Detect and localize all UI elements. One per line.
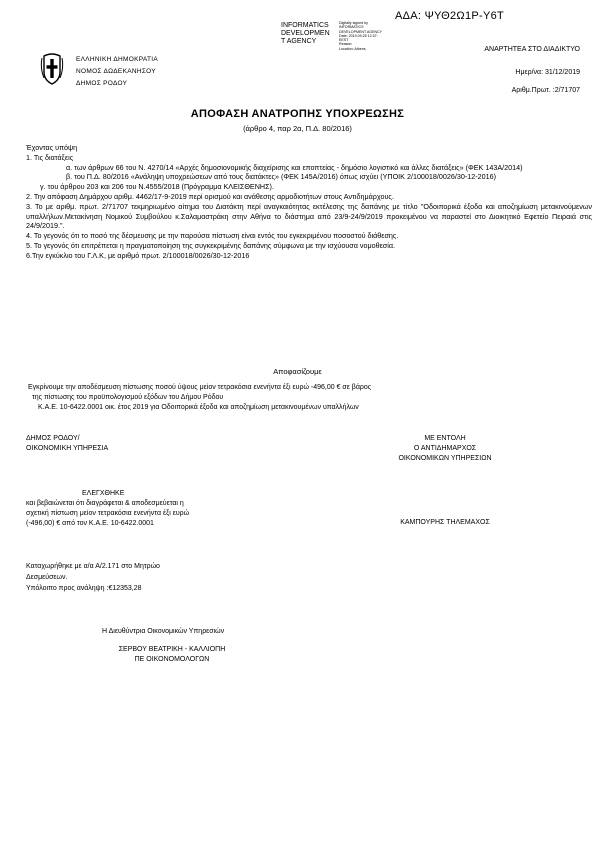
director-block: [97, 645, 247, 665]
gov-line: ΔΗΜΟΣ ΡΟΔΟΥ: [76, 80, 128, 87]
register-block: [26, 561, 286, 594]
left-sig-line: ΔΗΜΟΣ ΡΟΔΟΥ/: [26, 435, 80, 442]
decision-text: [28, 383, 588, 413]
right-signature: [360, 434, 530, 464]
agency-line: INFORMATICS: [281, 22, 329, 29]
register-line: Δεσμεύσεων.: [26, 574, 68, 581]
right-sig-line: Ο ΑΝΤΙΔΗΜΑΡΧΟΣ: [413, 445, 477, 452]
signature-detail: Date: 2019.09.25 12:37:: [339, 33, 378, 38]
decision-line: Κ.Α.Ε. 10-6422.0001 οικ. έτος 2019 για Οδοιπορικά έξοδα και αποζημίωση μετακινουμένων υπαλλήλων: [38, 404, 359, 411]
right-sig-line: ΟΙΚΟΝΟΜΙΚΩΝ ΥΠΗΡΕΣΙΩΝ: [398, 455, 492, 462]
body-item-c: γ. του άρθρου 203 και 206 του Ν.4555/2018 (Πρόγραμμα ΚΛΕΙΣΘΕΝΗΣ).: [40, 182, 274, 192]
signature-detail: INFORMATICS: [339, 25, 364, 30]
signature-detail: DEVELOPMENT AGENCY: [339, 29, 383, 34]
director-name: ΣΕΡΒΟΥ ΒΕΑΤΡΙΚΗ - ΚΑΛΛΙΟΠΗ: [118, 646, 226, 653]
checked-title: ΕΛΕΓΧΘΗΚΕ: [82, 490, 125, 497]
document-body: [26, 143, 592, 261]
digital-signature-agency: [281, 22, 330, 46]
body-item-4: 4. Το γεγονός ότι το ποσό της δέσμευσης με την παρούσα πίστωση είναι εντός του εγκεκριμένου ποσοστού διάθεσης.: [26, 231, 399, 241]
decide-heading: Αποφασίζουμε: [273, 367, 322, 376]
right-sig-line: ΜΕ ΕΝΤΟΛΗ: [424, 435, 466, 442]
signature-detail: EEST: [339, 38, 349, 43]
checked-line: (-496,00) € από τον Κ.Α.Ε. 10-6422.0001: [26, 520, 154, 527]
checked-block: [26, 489, 296, 529]
gov-line: ΕΛΛΗΝΙΚΗ ΔΗΜΟΚΡΑΤΙΑ: [76, 56, 159, 63]
director-role: ΠΕ ΟΙΚΟΝΟΜΟΛΟΓΩΝ: [134, 656, 210, 663]
checked-line: σχετική πίστωση μείον τετρακόσια ενενήντα έξι ευρώ: [26, 510, 190, 517]
body-having: Έχοντας υπόψη: [26, 143, 78, 152]
signature-detail: Location: Athens: [339, 46, 366, 51]
greek-emblem-icon: [40, 52, 64, 86]
protocol-number: Αριθμ.Πρωτ. :2/71707: [511, 87, 580, 94]
document-date: Ημερ/να: 31/12/2019: [515, 69, 580, 76]
body-item-5: 5. Το γεγονός ότι επιτρέπεται η πραγματοποίηση της συγκεκριμένης δαπάνης σύμφωνα με την ισχύουσα νομοθεσία.: [26, 240, 395, 250]
register-line: Υπόλοιπο προς ανάληψη :€12353,28: [26, 585, 142, 592]
signature-detail: Reason:: [339, 42, 353, 47]
signature-detail: Digitally signed by: [339, 21, 368, 25]
body-item-b: β. του Π.Δ. 80/2016 «Ανάληψη υποχρεώσεων από τους διατάκτες» (ΦΕΚ 145Α/2016) όπως ισχύει (ΥΠΟΙΚ 2/100018/0026/30-12-2016): [66, 172, 497, 182]
decision-line: Εγκρίνουμε την αποδέσμευση πίστωσης ποσού ύψους μείον τετρακόσια ενενήντα έξι ευρώ -496,00 € σε βάρος: [28, 384, 372, 391]
left-signature: [26, 434, 108, 454]
digital-signature-details: [339, 21, 399, 51]
body-item-1: 1. Τις διατάξεις: [26, 152, 74, 162]
body-item-2: 2. Την απόφαση Δημάρχου αριθμ. 4462/17-9-2019 περί ορισμού και ανάθεσης αρμοδιοτήτων στους Αντιδημάρχους.: [26, 191, 394, 201]
agency-line: T AGENCY: [281, 38, 317, 45]
gov-line: ΝΟΜΟΣ ΔΩΔΕΚΑΝΗΣΟΥ: [76, 68, 156, 75]
left-sig-line: ΟΙΚΟΝΟΜΙΚΗ ΥΠΗΡΕΣΙΑ: [26, 445, 109, 452]
decision-line: της πίστωσης του προϋπολογισμού εξόδων του Δήμου Ρόδου: [32, 394, 224, 401]
checked-line: και βεβαιώνεται ότι διαγράφεται & αποδεσμεύεται η: [26, 500, 184, 507]
page-subtitle: (άρθρο 4, παρ 2α, Π.Δ. 80/2016): [243, 124, 352, 133]
government-header: [76, 54, 158, 90]
body-item-6: 6.Την εγκύκλιο του Γ.Λ.Κ, με αριθμό πρωτ. 2/100018/0026/30-12-2016: [26, 250, 250, 260]
register-line: Καταχωρήθηκε με α/α Α/2.171 στο Μητρώο: [26, 563, 160, 570]
page-title: ΑΠΟΦΑΣΗ ΑΝΑΤΡΟΠΗΣ ΥΠΟΧΡΕΩΣΗΣ: [190, 108, 405, 120]
director-title: Η Διευθύντρια Οικονομικών Υπηρεσιών: [102, 628, 225, 635]
body-item-a: α. των άρθρων 66 του Ν. 4270/14 «Αρχές δημοσιονομικής διαχείρισης και εποπτείας - δημόσιο λογιστικό και άλλες διατάξεις» (ΦΕΚ 143Α/2014): [66, 162, 523, 172]
body-item-3: 3. Το με αριθμ. πρωτ. 2/71707 τεκμηριωμένο αίτημα του Διατάκτη περί αναγκαιότητας εκτέλεσης της δαπάνης με τίτλο "Οδοιπορικά έξοδα και αποζημίωση μετακινούμενων υπαλλήλων.Μετακίνηση Νομικού Συμβούλου κ.Σαλαμαστράκη στην Αθήνα το διάστημα από 23/9-24/9/2019 προκειμένου να παραστεί στο Διοικητικό Εφετείο Πειραιά στις 24/9/2019.".: [26, 201, 592, 231]
signer-name: ΚΑΜΠΟΥΡΗΣ ΤΗΛΕΜΑΧΟΣ: [400, 519, 490, 526]
publish-note: ΑΝΑΡΤΗΤΕΑ ΣΤΟ ΔΙΑΔΙΚΤΥΟ: [484, 46, 580, 53]
ada-code: ΑΔΑ: ΨΥΘ2Ω1Ρ-Υ6Τ: [395, 10, 505, 22]
agency-line: DEVELOPMEN: [281, 30, 330, 37]
